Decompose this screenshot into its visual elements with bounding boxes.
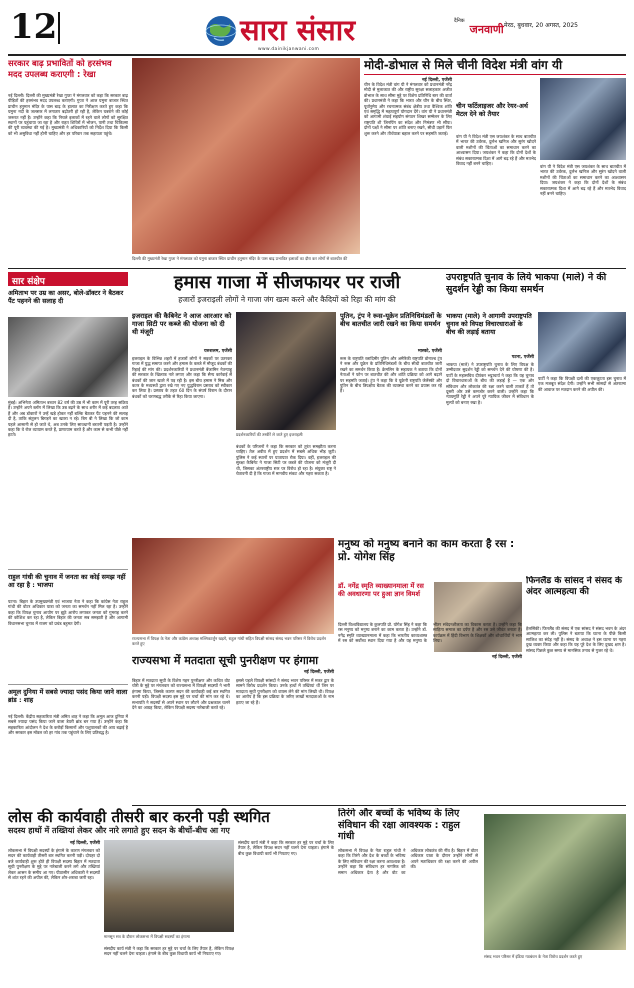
story-bhakpa-headline: उपराष्ट्रपति चुनाव के लिये भाकपा (माले) ने की सुदर्शन रेड्डी का किया समर्थन [446, 272, 607, 295]
rajyasabha-body-2: इससे पहले विपक्षी सांसदों ने संसद भवन परिसर में मकर द्वार के सामने विरोध प्रदर्शन किया। उनके हाथों में तख्तियां थीं जिन पर मतदाता सूची पुनरीक्षण को वापस लेने की मांग लिखी थी। विपक्ष का आरोप है कि इस प्रक्रिया के जरिए लाखों मतदाताओं के नाम हटाए जा रहे हैं। [236, 678, 334, 705]
bhakpa-body-2: पार्टी ने कहा कि विपक्षी दलों की एकजुटता इस चुनाव में एक मजबूत संदेश देगी। उन्होंने सभी सांसदों से अंतरात्मा की आवाज पर मतदान करने की अपील की। [538, 376, 626, 392]
story-rekha [8, 58, 128, 258]
story-hamas-headline: हमास गाजा में सीजफायर पर राजी [173, 272, 401, 293]
rekha-photo-caption: दिल्ली की मुख्यमंत्री रेखा गुप्ता ने मंगलवार को यमुना बाजार स्थित प्राचीन हनुमान मंदिर के पास बाढ़ प्रभावित इलाकों का दौरा कर लोगों से बातचीत की [132, 256, 348, 261]
sar-sankshep-heading: सार संक्षेप [8, 272, 128, 286]
hamas-col1-headline: इजराइल की कैबिनेट ने आज आरआर को गाजा सिटी पर कब्जे की योजना को दी थी मंजूरी [132, 312, 232, 337]
rajyasabha-protest-photo [132, 538, 334, 634]
sar-lead-headline: अमिताभ पर उम्र का असर, बोले-डॉक्टर ने बैठकर पैंट पहनने की सलाह दी [8, 289, 124, 305]
story-hamas-subheadline: हजारों इजराइली लोगों ने गाजा जंग खत्म करने और कैदियों को रिहा की मांग की [178, 295, 396, 304]
rule-left-1 [8, 268, 626, 269]
bhakpa-byline: पटना, एजेंसी [511, 355, 534, 360]
story-modi-headline: मोदी-डोभाल से मिले चीनी विदेश मंत्री वांग यी [364, 58, 626, 75]
story-yogesh-headline: मनुष्य को मनुष्य बनाने का काम करता है रस : प्रो. योगेश सिंह [338, 538, 515, 563]
story-modi-byline: नई दिल्ली, एजेंसी [422, 78, 452, 83]
loksabha-byline: नई दिल्ली, एजेंसी [70, 841, 100, 846]
page-header [8, 6, 626, 54]
globe-logo-icon [204, 14, 238, 48]
story-modi-subbody: वांग यी ने विदेश मंत्री एस जयशंकर के साथ बातचीत में भारत की उर्वरक, दुर्लभ खनिज और सुरंग खोदने वाली मशीनों की चिंताओं का समाधान करने का आश्वासन दिया। जयशंकर ने कहा कि दोनों देशों के संबंध सकारात्मक दिशा में आगे बढ़ रहे हैं और मतभेद विवाद नहीं बनने चाहिए। [456, 134, 536, 167]
rahul-photo-caption: संसद भवन परिसर में इंडिया गठबंधन के नेता विरोध प्रदर्शन करते हुए [484, 954, 583, 959]
sar-divider-1 [8, 569, 128, 570]
paper-name-prefix: दैनिक [454, 18, 465, 24]
sar-item3-headline: अमूल दुनिया में सबसे ज्यादा पसंद किया जाने वाला ब्रांड : शाह [8, 688, 128, 704]
masthead-title: सारा संसार [240, 13, 356, 47]
loksabha-body-2: संसदीय कार्य मंत्री ने कहा कि सरकार हर मुद्दे पर चर्चा के लिए तैयार है, लेकिन विपक्ष सदन नहीं चलने देना चाहता। हंगामे के बीच कुछ विधायी कार्य भी निपटाए गए। [104, 946, 234, 957]
loksabha-photo-caption: मानसून सत्र के दौरान लोकसभा में विपक्षी सदस्यों का हंगामा [104, 934, 190, 939]
loksabha-chamber-photo [104, 840, 234, 932]
yogesh-byline: नई दिल्ली, एजेंसी [492, 655, 522, 660]
rajyasabha-byline: नई दिल्ली, एजेंसी [304, 670, 334, 675]
page-number: 12 [10, 7, 58, 47]
story-finland-body: हेलसिंकी। फिनलैंड की संसद में एक सांसद ने संसद भवन के अंदर आत्महत्या कर ली। पुलिस ने बताया कि घटना के पीछे किसी साजिश का संदेह नहीं है। संसद के अध्यक्ष ने इस घटना पर गहरा दुख व्यक्त किया और कहा कि यह पूरे देश के लिए दुखद क्षण है। सांसद पिछले कुछ समय से मानसिक तनाव से गुजर रहे थे। [526, 626, 626, 653]
story-rahul-headline: तिरंगे और बच्चों के भविष्य के लिए संविधान की रक्षा आवश्यक : राहुल गांधी [338, 808, 460, 843]
hamas-col3-body: रूस के राष्ट्रपति व्लादिमीर पुतिन और अमेरिकी राष्ट्रपति डोनाल्ड ट्रंप ने रूस और यूक्रेन के प्रतिनिधिमंडलों के बीच सीधी बातचीत जारी रखने का समर्थन किया है। क्रेमलिन के सहायक ने बताया कि दोनों नेताओं ने फोन पर बातचीत की और शांति प्रक्रिया को आगे बढ़ाने पर सहमति जताई। ट्रंप ने कहा कि वे यूक्रेनी राष्ट्रपति जेलेंस्की और पुतिन के बीच त्रिपक्षीय बैठक की व्यवस्था करने का प्रयास कर रहे हैं। [340, 356, 442, 394]
loksabha-body: लोकसभा में विपक्षी सदस्यों के हंगामे के कारण मंगलवार को सदन की कार्यवाही तीसरी बार स्थगित करनी पड़ी। दोपहर दो बजे कार्यवाही शुरू होते ही विपक्षी सदस्य बिहार में मतदाता सूची पुनरीक्षण के मुद्दे पर नारेबाजी करने लगे और तख्तियां लेकर आसन के समीप आ गए। पीठासीन अधिकारी ने सदस्यों से शांत रहने की अपील की, लेकिन शोर-शराबा जारी रहा। [8, 848, 100, 881]
story-bhakpa [446, 272, 626, 572]
yogesh-side-headline: डॉ. नगेंद्र स्मृति व्याख्यानमाला में रस की अवधारणा पर हुआ ज्ञान विमर्श [338, 582, 424, 599]
hamas-protest-photo [236, 312, 336, 430]
hamas-col3-headline: पुतिन, ट्रंप ने रूस-यूक्रेन प्रतिनिधिमंडलों के बीच बातचीत जारी रखने का किया समर्थन [340, 312, 442, 329]
story-rajyasabha-headline: राज्यसभा में मतदाता सूची पुनरीक्षण पर हंगामा [132, 654, 319, 667]
sar-lead-body: मुंबई। अभिनेता अमिताभ बच्चन 82 वर्ष की उम्र में भी काम में पूरी तरह सक्रिय हैं। उन्होंने अपने ब्लॉग में लिखा कि उम्र बढ़ने के साथ शरीर में कई बदलाव आते हैं और अब डॉक्टरों ने उन्हें खड़े होकर नहीं बल्कि बैठकर पैंट पहनने की सलाह दी है, ताकि संतुलन बिगड़ने का खतरा न रहे। बिग बी ने लिखा कि जो काम पहले आसानी से हो जाते थे, अब उनके लिए सावधानी बरतनी पड़ती है। उन्होंने कहा कि वे रोज व्यायाम करते हैं, प्राणायाम करते हैं और काम से कभी पीछे नहीं हटते। [8, 400, 128, 438]
rajyasabha-photo-caption: राज्यसभा में विपक्ष के नेता और कांग्रेस अध्यक्ष मल्लिकार्जुन खड़गे, राहुल गांधी सहित विपक्षी सांसद संसद भवन परिसर में विरोध प्रदर्शन करते हुए [132, 636, 327, 646]
hamas-photo-caption: प्रदर्शनकारियों की तस्वीरें ले जाते हुए इजराइली [236, 432, 303, 437]
story-loksabha-headline: लोस की कार्यवाही तीसरी बार करनी पड़ी स्थगित [8, 808, 270, 826]
story-rajyasabha [132, 654, 334, 802]
yogesh-body: दिल्ली विश्वविद्यालय के कुलपति प्रो. योगेश सिंह ने कहा कि रस मनुष्य को मनुष्य बनाने का काम करता है। उन्होंने डॉ. नगेंद्र स्मृति व्याख्यानमाला में कहा कि भारतीय काव्यशास्त्र में रस को सर्वोच्च स्थान दिया गया है और यह मनुष्य के भीतर संवेदनशीलता का विकास करता है। उन्होंने कहा कि साहित्य समाज का दर्पण है और रस उसे जीवंत बनाता है। कार्यक्रम में हिंदी विभाग के शिक्षकों और शोधार्थियों ने भाग लिया। [338, 622, 522, 644]
paper-name: जनवाणी [469, 23, 504, 36]
story-modi-body: चीन के विदेश मंत्री वांग यी ने मंगलवार को प्रधानमंत्री नरेंद्र मोदी से मुलाकात की और राष्ट्रीय सुरक्षा सलाहकार अजीत डोभाल के साथ सीमा मुद्दे पर विशेष प्रतिनिधि स्तर की वार्ता की। प्रधानमंत्री ने कहा कि भारत और चीन के बीच स्थिर, पूर्वानुमेय और रचनात्मक संबंध क्षेत्रीय तथा वैश्विक शांति एवं समृद्धि में महत्वपूर्ण योगदान देंगे। वांग यी ने प्रधानमंत्री को आगामी शंघाई सहयोग संगठन शिखर सम्मेलन के लिए राष्ट्रपति शी जिनपिंग का संदेश और निमंत्रण भी सौंपा। दोनों पक्षों ने सीमा पर शांति बनाए रखने, सीधी उड़ानें फिर शुरू करने और तीर्थयात्रा बहाल करने पर सहमति जताई। [364, 82, 452, 136]
loksabha-body-3: संसदीय कार्य मंत्री ने कहा कि सरकार हर मुद्दे पर चर्चा के लिए तैयार है, लेकिन विपक्ष सदन नहीं चलने देना चाहता। हंगामे के बीच कुछ विधायी कार्य भी निपटाए गए। [238, 840, 334, 856]
story-hamas [132, 272, 442, 534]
story-finland [526, 576, 626, 802]
hamas-col2-body: बंधकों के परिजनों ने कहा कि सरकार को तुरंत समझौता करना चाहिए। तेल अवीव में हुए प्रदर्शन में सबसे अधिक भीड़ जुटी। पुलिस ने कई स्थानों पर यातायात रोक दिया। वहीं, इजराइल की सुरक्षा कैबिनेट ने गाजा सिटी पर कब्जे की योजना को मंजूरी दी थी, जिसका अंतरराष्ट्रीय स्तर पर विरोध हो रहा है। संयुक्त राष्ट्र ने चेतावनी दी है कि गाजा में मानवीय संकट और गहरा सकता है। [236, 444, 336, 477]
rule-bottom-section [132, 805, 626, 806]
sar-divider-2 [8, 684, 128, 685]
bhakpa-leader-photo [538, 312, 626, 372]
wang-yi-photo [540, 78, 626, 160]
rekha-flood-photo [132, 58, 360, 254]
story-yogesh [338, 538, 522, 798]
story-rahul [338, 808, 626, 984]
story-rekha-headline: सरकार बाढ़ प्रभावितों को हरसंभव मदद उपलब्ध कराएगी : रेखा [8, 58, 112, 79]
bhakpa-side-headline: भाकपा (माले) ने आगामी उपराष्ट्रपति चुनाव को विपक्ष विचारधाराओं के बीच की लड़ाई बताया [446, 312, 532, 336]
story-modi-body-right: वांग यी ने विदेश मंत्री एस जयशंकर के साथ बातचीत में भारत की उर्वरक, दुर्लभ खनिज और सुरंग खोदने वाली मशीनों की चिंताओं का समाधान करने का आश्वासन दिया। जयशंकर ने कहा कि दोनों देशों के संबंध सकारात्मक दिशा में आगे बढ़ रहे हैं और मतभेद विवाद नहीं बनने चाहिए। [540, 164, 626, 197]
rajyasabha-body: बिहार में मतदाता सूची के विशेष गहन पुनरीक्षण और कथित वोट चोरी के मुद्दे पर मंगलवार को राज्यसभा में विपक्षी सदस्यों ने भारी हंगामा किया, जिसके कारण सदन की कार्यवाही कई बार स्थगित करनी पड़ी। विपक्षी सदस्य इस मुद्दे पर चर्चा की मांग कर रहे थे। सभापति ने सदस्यों से अपने स्थान पर लौटने और प्रश्नकाल चलने देने का आग्रह किया, लेकिन विपक्षी सदस्य नारेबाजी करते रहे। [132, 678, 230, 711]
bhakpa-body: भाकपा (माले) ने उपराष्ट्रपति चुनाव के लिए विपक्ष के उम्मीदवार सुदर्शन रेड्डी को समर्थन देने की घोषणा की है। पार्टी के महासचिव दीपंकर भट्टाचार्य ने कहा कि यह चुनाव दो विचारधाराओं के बीच की लड़ाई है — एक ओर संविधान और लोकतंत्र की रक्षा करने वाली ताकतें हैं तो दूसरी ओर उसे कमजोर करने वाली। उन्होंने कहा कि न्यायमूर्ति रेड्डी ने अपने पूरे न्यायिक जीवन में संविधान के मूल्यों को बनाए रखा है। [446, 362, 534, 405]
website-url: www.dainikjanwani.com [258, 47, 320, 52]
dateline: मेरठ, बुधवार, 20 अगस्त, 2025 [504, 22, 578, 29]
story-loksabha [8, 808, 334, 984]
sar-item3-body: नई दिल्ली। केंद्रीय सहकारिता मंत्री अमित शाह ने कहा कि अमूल आज दुनिया में सबसे ज्यादा पसंद किया जाने वाला डेयरी ब्रांड बन गया है। उन्होंने कहा कि सहकारिता आंदोलन ने देश के करोड़ों किसानों और पशुपालकों की आय बढ़ाई है और सरकार इस मॉडल को हर गांव तक पहुंचाने के लिए प्रतिबद्ध है। [8, 714, 128, 736]
amitabh-photo [8, 317, 128, 397]
hamas-col1-body: इजराइल के विभिन्न शहरों में हजारों लोगों ने सड़कों पर उतरकर गाजा में युद्ध समाप्त करने और हमास के कब्जे में मौजूद बंधकों की रिहाई की मांग की। प्रदर्शनकारियों ने प्रधानमंत्री बेंजामिन नेतन्याहू की सरकार के खिलाफ नारे लगाए और कहा कि सैन्य कार्रवाई से बंधकों की जान खतरे में पड़ रही है। इस बीच हमास ने मिस्र और कतर के मध्यस्थों द्वारा रखे गए नए युद्धविराम प्रस्ताव को स्वीकार कर लिया है। प्रस्ताव के तहत 60 दिन के संघर्ष विराम के दौरान बंधकों को चरणबद्ध तरीके से रिहा किया जाएगा। [132, 356, 232, 399]
rahul-protest-photo [484, 814, 626, 950]
page-number-rule [58, 12, 60, 44]
story-loksabha-subheadline: सदस्य हाथों में तख्तियां लेकर और नारे लगाते हुए सदन के बीचों-बीच आ गए [8, 826, 230, 835]
sar-item2-body: पटना। बिहार के उपमुख्यमंत्री एवं भाजपा नेता ने कहा कि कांग्रेस नेता राहुल गांधी की वोटर अधिकार यात्रा को जनता का समर्थन नहीं मिल रहा है। उन्होंने कहा कि विपक्ष चुनाव आयोग पर झूठे आरोप लगाकर जनता को गुमराह करने की कोशिश कर रहा है, लेकिन बिहार की जनता सब समझती है और आगामी विधानसभा चुनाव में राजग को प्रचंड बहुमत देगी। [8, 599, 128, 626]
story-modi-subheadline: चीन फर्टिलाइजर और रेयर-अर्थ मेटल देने को तैयार [456, 102, 528, 118]
hamas-col3-byline: मास्को, एजेंसी [417, 349, 442, 354]
rahul-body: लोकसभा में विपक्ष के नेता राहुल गांधी ने कहा कि तिरंगे और देश के बच्चों के भविष्य के लिए संविधान की रक्षा करना आवश्यक है। उन्होंने कहा कि संविधान हर नागरिक को समान अधिकार देता है और वोट का अधिकार लोकतंत्र की नींव है। बिहार में वोटर अधिकार यात्रा के दौरान उन्होंने लोगों से अपने मताधिकार की रक्षा करने की अपील की। [338, 848, 478, 875]
story-modi [364, 58, 626, 266]
hamas-col1-byline: यरुशलम, एजेंसी [204, 349, 232, 354]
story-finland-headline: फिनलैंड के सांसद ने संसद के अंदर आत्महत्या की [526, 576, 622, 597]
header-rule [8, 54, 626, 56]
story-rekha-body: नई दिल्ली। दिल्ली की मुख्यमंत्री रेखा गुप्ता ने मंगलवार को कहा कि सरकार बाढ़ पीड़ितों की हरसंभव मदद उपलब्ध कराएगी। गुप्ता ने आज यमुना बाजार स्थित प्राचीन हनुमान मंदिर के पास बाढ़ के हालात का निरीक्षण करते हुए कहा कि यमुना नदी के जलस्तर में लगातार बढ़ोतरी हो रही है, लेकिन घबराने की कोई जरूरत नहीं है। उन्होंने कहा कि निचले इलाकों में रहने वाले लोगों को सुरक्षित स्थानों पर पहुंचाया जा रहा है और राहत शिविरों में भोजन, पानी तथा चिकित्सा की पूरी व्यवस्था की गई है। मुख्यमंत्री ने अधिकारियों को निर्देश दिया कि किसी को भी असुविधा नहीं होनी चाहिए और हर परिवार तक सहायता पहुंचे। [8, 93, 128, 136]
sar-item2-headline: राहुल गांधी की चुनाव में जनता का कोई समझ नहीं आ रहा है : भाजपा [8, 573, 126, 589]
